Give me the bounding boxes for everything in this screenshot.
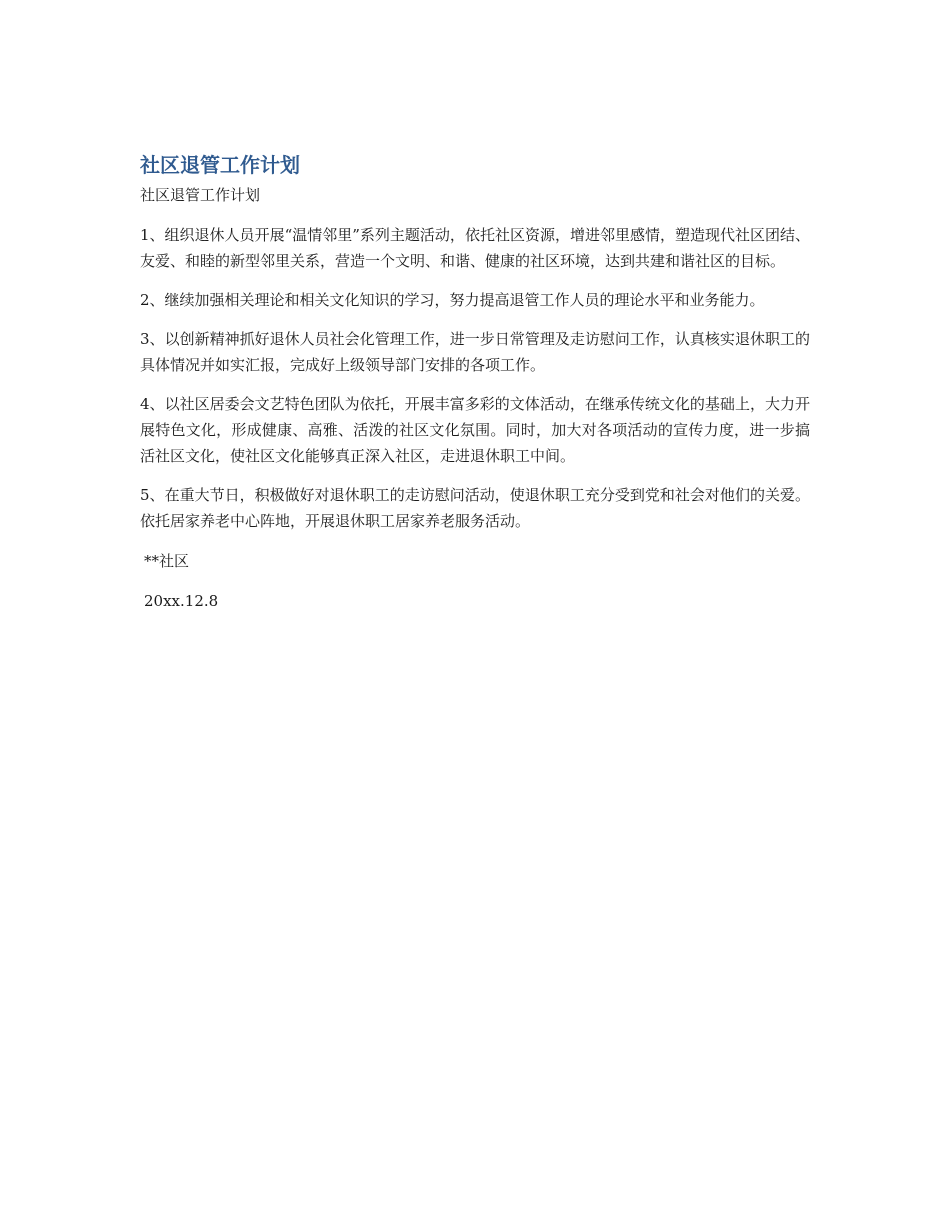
paragraph-1: 1、组织退休人员开展“温情邻里”系列主题活动，依托社区资源，增进邻里感情，塑造现代社区团结、友爱、和睦的新型邻里关系，营造一个文明、和谐、健康的社区环境，达到共建和谐社区的目标。 bbox=[140, 226, 810, 270]
paragraph-4: 4、以社区居委会文艺特色团队为依托，开展丰富多彩的文体活动，在继承传统文化的基础上，大力开展特色文化，形成健康、高雅、活泼的社区文化氛围。同时，加大对各项活动的宣传力度，进一步搞活社区文化，使社区文化能够真正深入社区，走进退休职工中间。 bbox=[140, 395, 810, 465]
paragraph-3: 3、以创新精神抓好退休人员社会化管理工作，进一步日常管理及走访慰问工作，认真核实退休职工的具体情况并如实汇报，完成好上级领导部门安排的各项工作。 bbox=[140, 330, 810, 374]
paragraph-2: 2、继续加强相关理论和相关文化知识的学习，努力提高退管工作人员的理论水平和业务能力。 bbox=[140, 291, 765, 309]
paragraph-5: 5、在重大节日，积极做好对退休职工的走访慰问活动，使退休职工充分受到党和社会对他们的关爱。依托居家养老中心阵地，开展退休职工居家养老服务活动。 bbox=[140, 486, 810, 530]
signature: **社区 bbox=[144, 552, 190, 570]
document-subtitle: 社区退管工作计划 bbox=[140, 186, 261, 204]
document-title: 社区退管工作计划 bbox=[140, 153, 300, 177]
document-date: 20xx.12.8 bbox=[144, 592, 219, 610]
document-page bbox=[140, 150, 810, 614]
